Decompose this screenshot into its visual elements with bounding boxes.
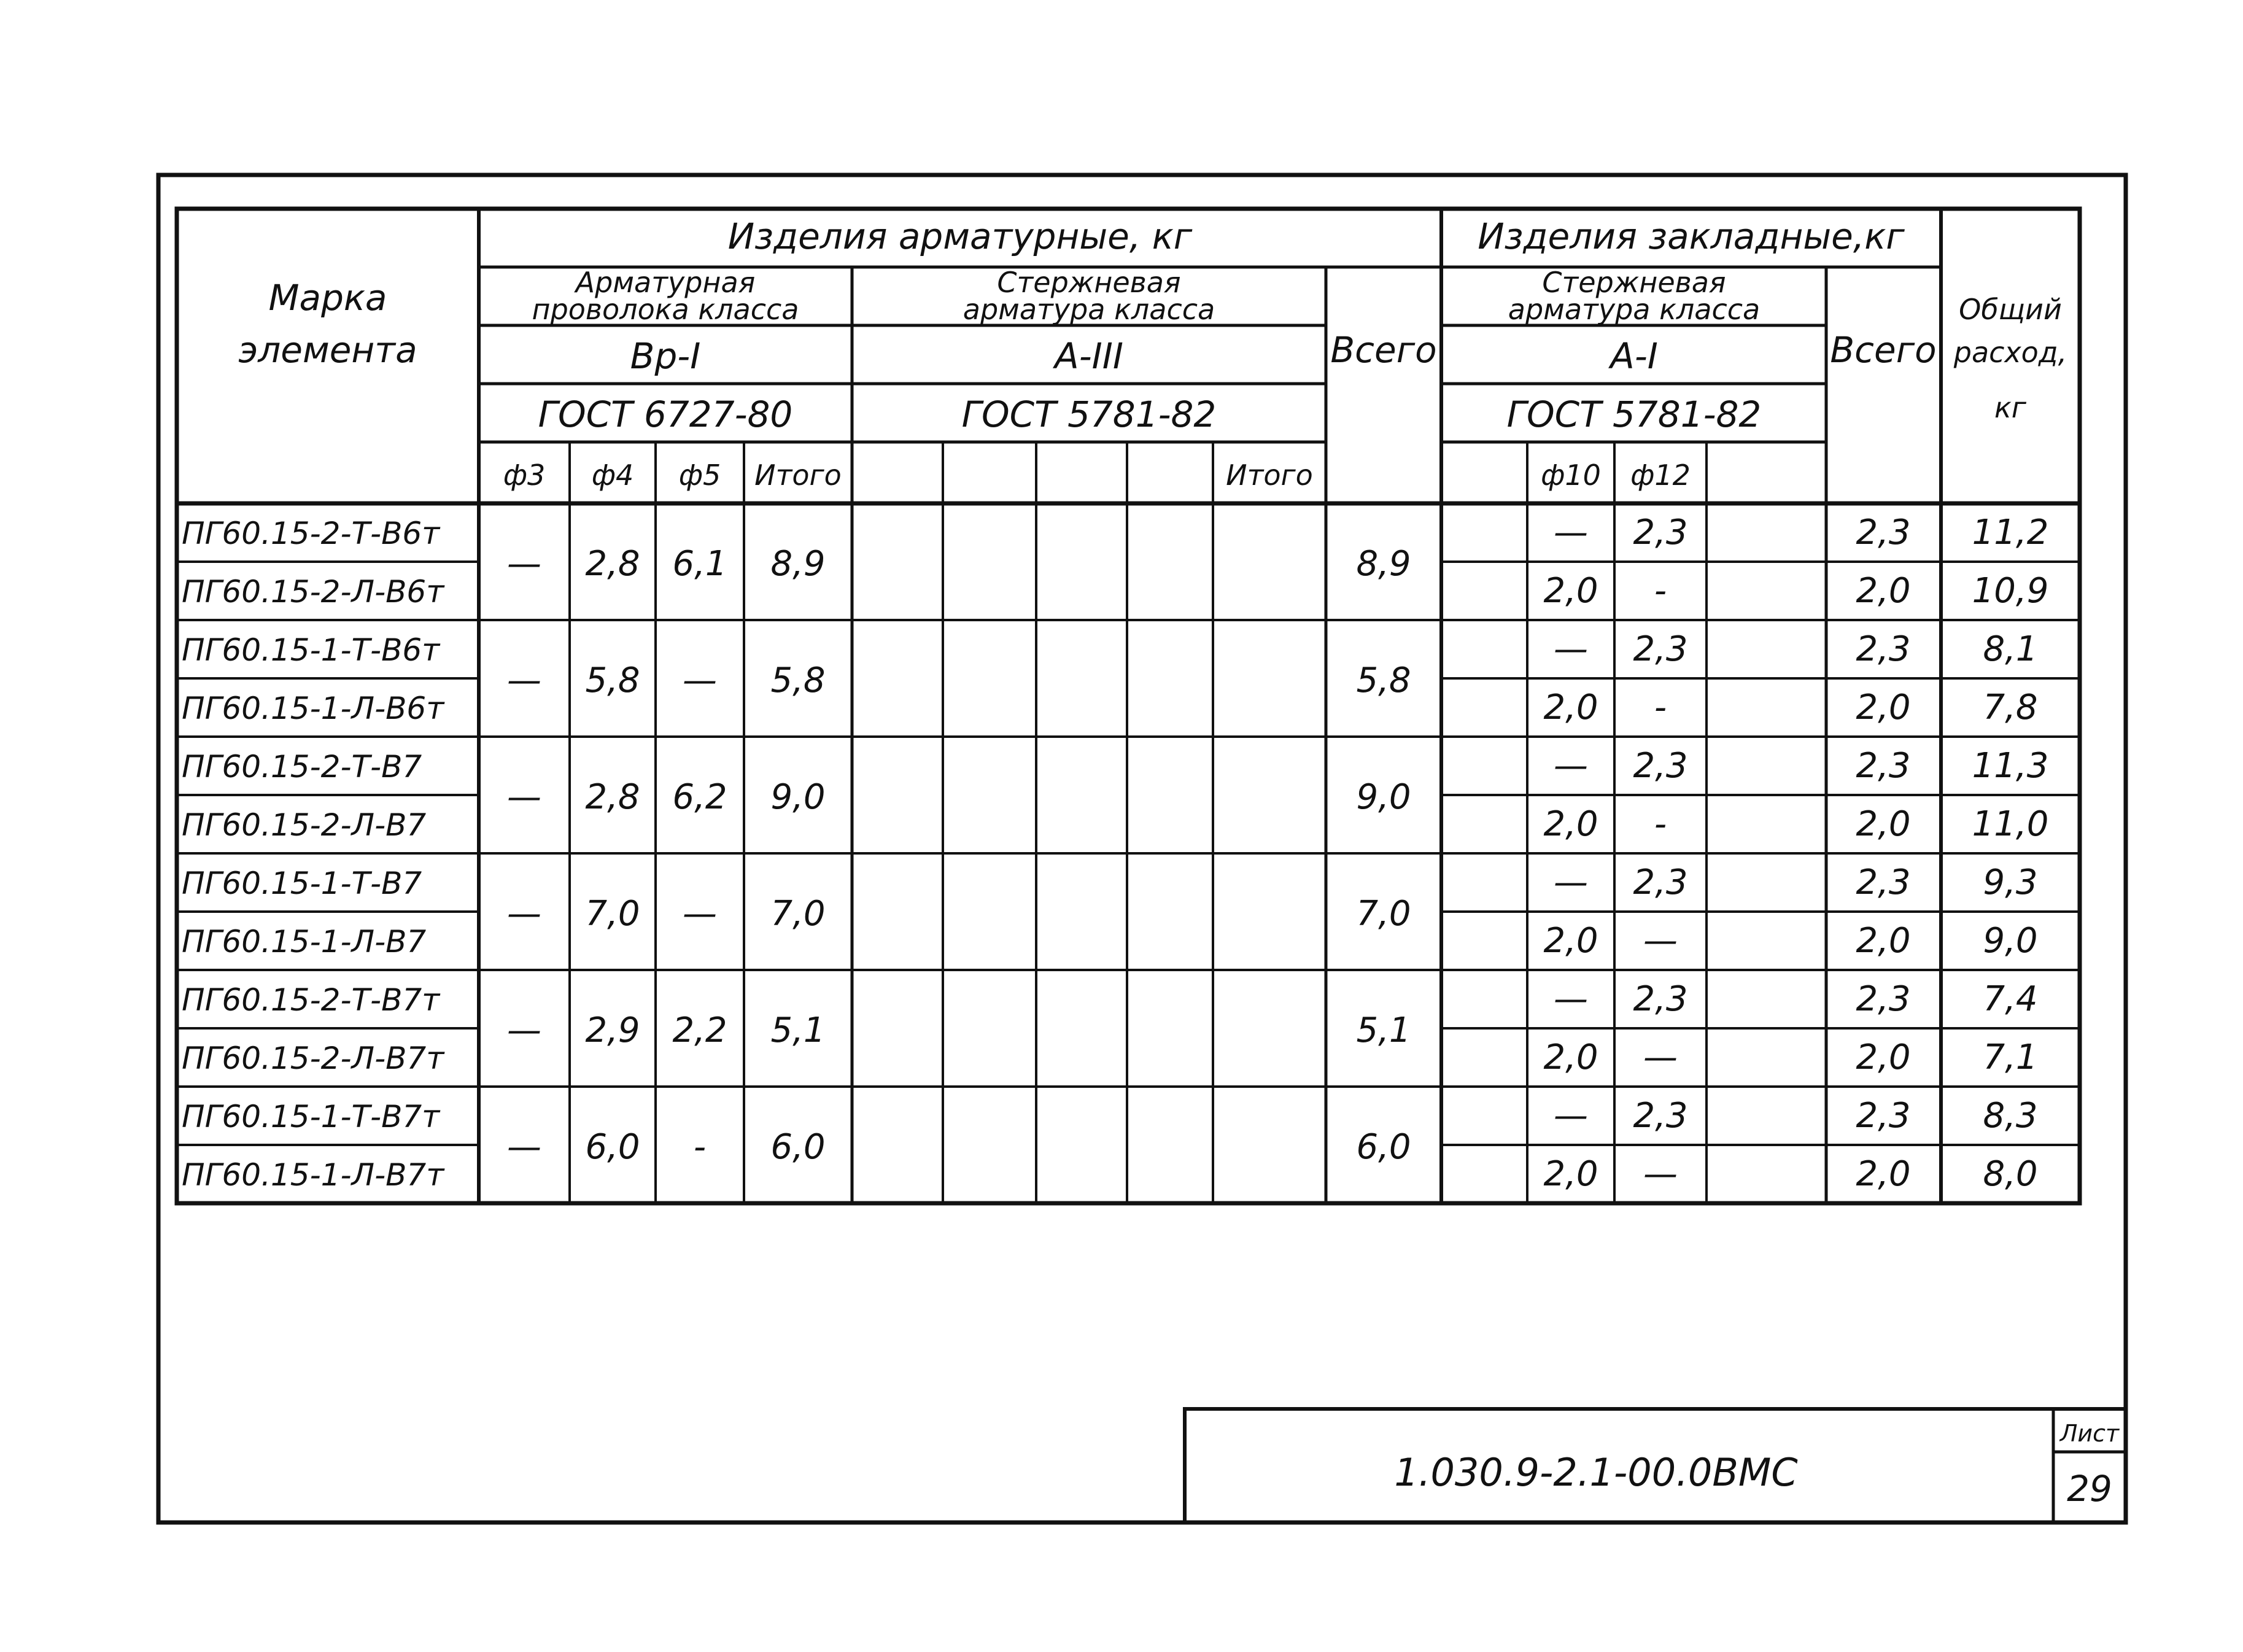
header-rod-grade: А-III: [1055, 335, 1123, 377]
total-cell: 8,0: [1983, 1154, 2038, 1194]
d3-cell: —: [507, 544, 541, 584]
header-wire-class-line1: Арматурная: [575, 266, 756, 299]
mark-cell: ПГ60.15-1-Л-В6т: [182, 691, 444, 726]
d12-cell: 2,3: [1633, 863, 1688, 902]
wire-itogo-cell: 5,1: [770, 1010, 826, 1050]
table-row: [182, 513, 2048, 553]
d12-cell: -: [1654, 804, 1667, 844]
armature-total-cell: 5,1: [1356, 1010, 1411, 1050]
d12-cell: 2,3: [1633, 513, 1688, 553]
d10-cell: 2,0: [1543, 804, 1598, 844]
header-armature-total: Всего: [1330, 329, 1437, 371]
d10-cell: —: [1554, 746, 1588, 786]
d12-cell: 2,3: [1633, 746, 1688, 786]
d5-cell: —: [683, 894, 717, 934]
emb-total-cell: 2,0: [1856, 804, 1911, 844]
d10-cell: —: [1554, 513, 1588, 553]
mark-cell: ПГ60.15-1-Л-В7т: [182, 1157, 444, 1193]
d5-cell: 6,1: [672, 544, 727, 584]
total-cell: 7,4: [1983, 979, 2038, 1019]
total-cell: 9,3: [1983, 863, 2038, 902]
mark-cell: ПГ60.15-1-Т-В6т: [182, 632, 440, 668]
table-row: [182, 921, 2038, 961]
table-pair-row: [507, 661, 1411, 700]
table-row: [182, 688, 2038, 727]
table-pair-row: [507, 1010, 1411, 1050]
wire-itogo-cell: 6,0: [770, 1127, 826, 1167]
d5-cell: 6,2: [672, 777, 727, 817]
d12-cell: 2,3: [1633, 979, 1688, 1019]
mark-cell: ПГ60.15-2-Л-В6т: [182, 574, 444, 610]
header-embedded-group: Изделия закладные,кг: [1478, 215, 1905, 257]
table-row: [182, 979, 2038, 1019]
d10-cell: 2,0: [1543, 571, 1598, 611]
emb-total-cell: 2,0: [1856, 1154, 1911, 1194]
emb-total-cell: 2,3: [1856, 629, 1911, 669]
d10-cell: —: [1554, 629, 1588, 669]
header-wire-class-line2: проволока класса: [532, 293, 799, 326]
header-col-d10: ф10: [1541, 459, 1601, 492]
total-cell: 7,1: [1983, 1037, 2038, 1077]
total-cell: 11,3: [1972, 746, 2049, 786]
d3-cell: —: [507, 661, 541, 700]
header-col-d5: ф5: [678, 459, 721, 492]
header-rod-class-line1: Стержневая: [997, 266, 1181, 299]
emb-total-cell: 2,0: [1856, 921, 1911, 961]
d5-cell: —: [683, 661, 717, 700]
table-row: [182, 804, 2048, 844]
sheet-frame: [158, 175, 2126, 1522]
header-col-d12: ф12: [1630, 459, 1691, 492]
total-cell: 11,0: [1972, 804, 2049, 844]
d5-cell: -: [693, 1127, 707, 1167]
armature-total-cell: 9,0: [1356, 777, 1411, 817]
wire-itogo-cell: 5,8: [770, 661, 826, 700]
header-emb-total: Всего: [1830, 329, 1937, 371]
d10-cell: 2,0: [1543, 1154, 1598, 1194]
mark-cell: ПГ60.15-2-Т-В7: [182, 749, 422, 785]
header-col-d3: ф3: [503, 459, 546, 492]
mark-cell: ПГ60.15-2-Л-В7т: [182, 1041, 444, 1076]
table-pair-row: [507, 894, 1411, 934]
d10-cell: 2,0: [1543, 1037, 1598, 1077]
table-pair-row: [507, 1127, 1411, 1167]
armature-total-cell: 6,0: [1356, 1127, 1411, 1167]
table-pairs: [507, 544, 1411, 1167]
total-cell: 11,2: [1972, 513, 2049, 553]
mark-cell: ПГ60.15-2-Т-В6т: [182, 516, 440, 551]
d10-cell: —: [1554, 979, 1588, 1019]
d4-cell: 2,9: [585, 1010, 640, 1050]
total-cell: 10,9: [1972, 571, 2049, 611]
header-total-line3: кг: [1994, 391, 2026, 424]
header-col-itogo-rod: Итого: [1226, 459, 1313, 492]
total-cell: 8,1: [1983, 629, 2038, 669]
d12-cell: -: [1654, 571, 1667, 611]
table-row: [182, 571, 2048, 611]
emb-total-cell: 2,0: [1856, 688, 1911, 727]
table-row: [182, 1037, 2038, 1077]
d3-cell: —: [507, 1010, 541, 1050]
header-rod-class-line2: арматура класса: [963, 293, 1215, 326]
sheet-number: 29: [2067, 1468, 2112, 1510]
table-header: [238, 215, 2067, 492]
wire-itogo-cell: 9,0: [770, 777, 826, 817]
d5-cell: 2,2: [672, 1010, 727, 1050]
table-row: [182, 746, 2048, 786]
d4-cell: 5,8: [585, 661, 640, 700]
mark-cell: ПГ60.15-2-Л-В7: [182, 807, 427, 843]
header-emb-class-line1: Стержневая: [1542, 266, 1726, 299]
wire-itogo-cell: 8,9: [770, 544, 826, 584]
sheet-label: Лист: [2059, 1420, 2120, 1447]
title-block: [1185, 1409, 2126, 1522]
armature-total-cell: 8,9: [1356, 544, 1411, 584]
d10-cell: —: [1554, 863, 1588, 902]
mark-cell: ПГ60.15-1-Т-В7: [182, 866, 422, 901]
total-cell: 9,0: [1983, 921, 2038, 961]
total-cell: 7,8: [1983, 688, 2038, 727]
header-col-d4: ф4: [591, 459, 634, 492]
armature-total-cell: 7,0: [1356, 894, 1411, 934]
header-armature-group: Изделия арматурные, кг: [727, 215, 1193, 257]
d3-cell: —: [507, 1127, 541, 1167]
mark-cell: ПГ60.15-1-Л-В7: [182, 924, 427, 960]
d4-cell: 6,0: [585, 1127, 640, 1167]
table-row: [182, 629, 2038, 669]
table-grid: [177, 209, 2080, 1203]
emb-total-cell: 2,3: [1856, 513, 1911, 553]
d12-cell: —: [1643, 921, 1678, 961]
armature-total-cell: 5,8: [1356, 661, 1411, 700]
table-pair-row: [507, 544, 1411, 584]
table-row: [182, 863, 2038, 902]
d3-cell: —: [507, 777, 541, 817]
emb-total-cell: 2,0: [1856, 571, 1911, 611]
total-cell: 8,3: [1983, 1096, 2038, 1136]
header-rod-gost: ГОСТ 5781-82: [961, 394, 1217, 435]
d12-cell: -: [1654, 688, 1667, 727]
emb-total-cell: 2,3: [1856, 1096, 1911, 1136]
d10-cell: 2,0: [1543, 688, 1598, 727]
header-emb-class-line2: арматура класса: [1508, 293, 1761, 326]
d12-cell: 2,3: [1633, 1096, 1688, 1136]
d12-cell: —: [1643, 1037, 1678, 1077]
emb-total-cell: 2,3: [1856, 863, 1911, 902]
emb-total-cell: 2,0: [1856, 1037, 1911, 1077]
d4-cell: 2,8: [585, 544, 640, 584]
emb-total-cell: 2,3: [1856, 979, 1911, 1019]
header-total-line2: расход,: [1953, 336, 2067, 369]
document-code: 1.030.9-2.1-00.0ВМС: [1394, 1450, 1798, 1495]
table-pair-row: [507, 777, 1411, 817]
d4-cell: 2,8: [585, 777, 640, 817]
emb-total-cell: 2,3: [1856, 746, 1911, 786]
d10-cell: —: [1554, 1096, 1588, 1136]
header-mark-line2: элемента: [238, 329, 417, 371]
header-col-itogo: Итого: [754, 459, 842, 492]
d10-cell: 2,0: [1543, 921, 1598, 961]
header-emb-gost: ГОСТ 5781-82: [1506, 394, 1762, 435]
table-row: [182, 1154, 2038, 1194]
d12-cell: 2,3: [1633, 629, 1688, 669]
d12-cell: —: [1643, 1154, 1678, 1194]
wire-itogo-cell: 7,0: [770, 894, 826, 934]
header-wire-grade: Вр-I: [630, 335, 701, 377]
d4-cell: 7,0: [585, 894, 640, 934]
mark-cell: ПГ60.15-1-Т-В7т: [182, 1099, 440, 1134]
mark-cell: ПГ60.15-2-Т-В7т: [182, 982, 440, 1018]
table-row: [182, 1096, 2038, 1136]
header-total-line1: Общий: [1959, 293, 2062, 326]
header-mark-line1: Марка: [268, 277, 387, 319]
d3-cell: —: [507, 894, 541, 934]
header-wire-gost: ГОСТ 6727-80: [538, 394, 793, 435]
header-emb-grade: А-I: [1610, 335, 1658, 377]
